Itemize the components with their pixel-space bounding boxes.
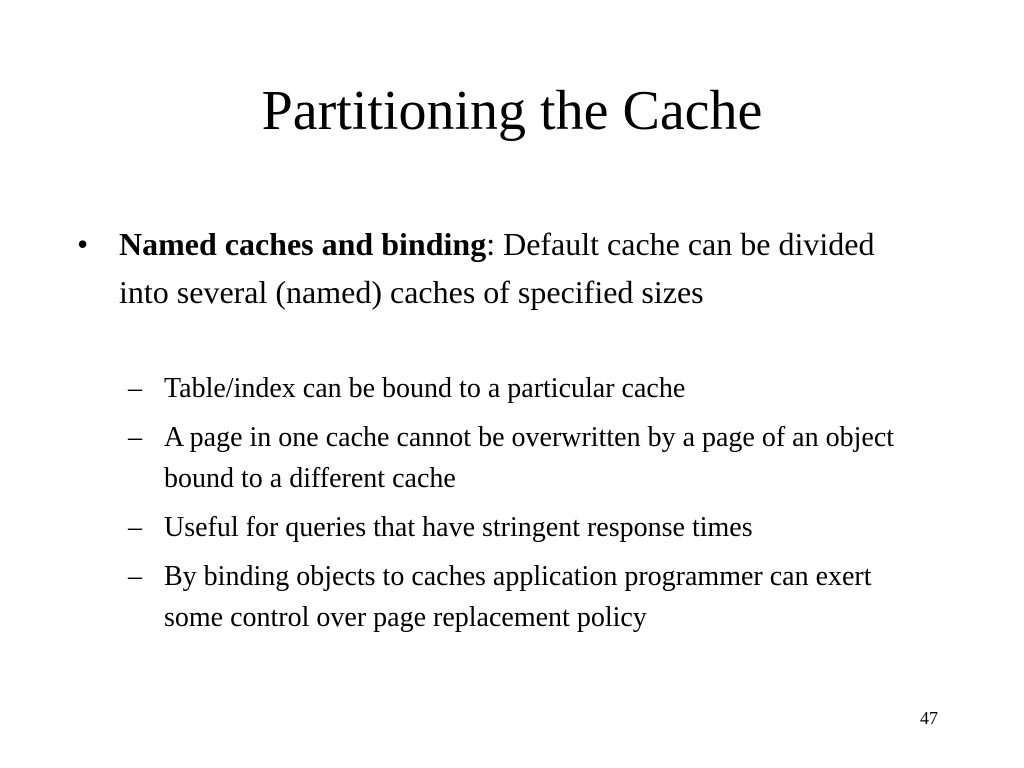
sub-bullet-text: By binding objects to caches application programmer can exert some control over page replacement policy (164, 561, 872, 633)
sub-bullet-list (128, 368, 918, 646)
bullet-bold-lead: Named caches and binding (119, 226, 487, 262)
sub-bullet (128, 368, 918, 409)
sub-bullet-text: Table/index can be bound to a particular cache (164, 373, 686, 404)
bullet-body: Default cache can be divided into several (named) caches of specified sizes (119, 226, 875, 310)
sub-bullet-marker: – (128, 561, 142, 592)
bullet-marker: • (77, 226, 89, 262)
sub-bullet-marker: – (128, 373, 142, 404)
sub-bullet-text: Useful for queries that have stringent response times (164, 512, 753, 543)
slide-title: Partitioning the Cache (261, 80, 763, 142)
sub-bullet (128, 556, 918, 638)
main-bullet-text (119, 220, 907, 316)
bullet-separator: : (486, 226, 496, 262)
page-number: 47 (920, 708, 938, 728)
sub-bullet-marker: – (128, 422, 142, 453)
sub-bullet (128, 417, 918, 499)
sub-bullet (128, 507, 918, 548)
sub-bullet-text: A page in one cache cannot be overwritten by a page of an object bound to a different cache (164, 422, 895, 494)
main-bullet (77, 220, 907, 316)
sub-bullet-marker: – (128, 512, 142, 543)
